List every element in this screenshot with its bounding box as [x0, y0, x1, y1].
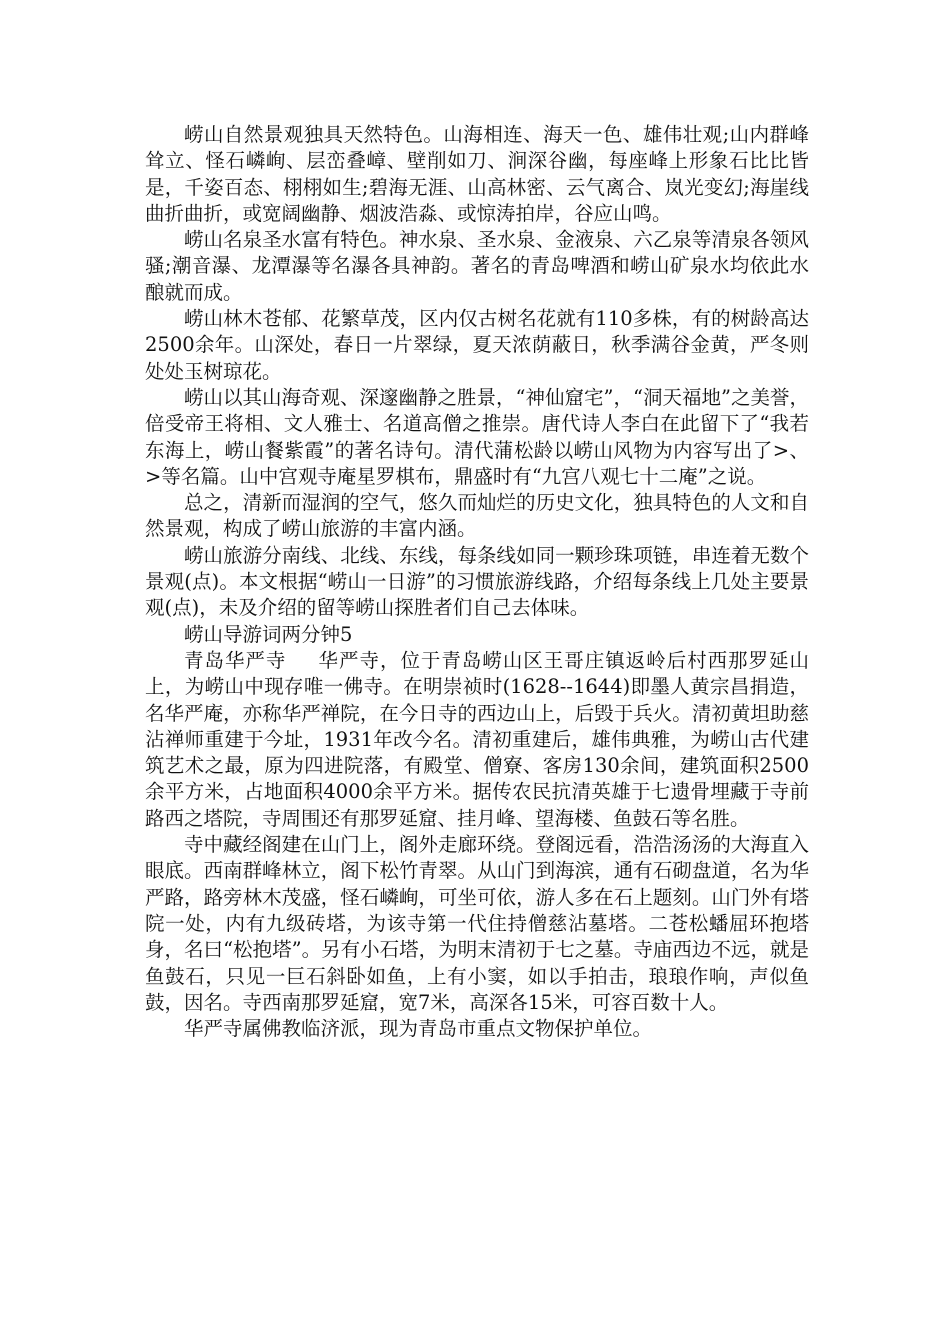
- temple-label: 青岛华严寺: [184, 648, 287, 672]
- paragraph-routes: 崂山旅游分南线、北线、东线，每条线如同一颗珍珠项链，串连着无数个景观(点)。本文根据“崂山一日游”的习惯旅游线路，介绍每条线上几处主要景观(点)，未及介绍的留等崂山探胜者们自己去体味。: [145, 543, 809, 620]
- paragraph-springs: 崂山名泉圣水富有特色。神水泉、圣水泉、金液泉、六乙泉等清泉各领风骚;潮音瀑、龙潭瀑等名瀑各具神韵。著名的青岛啤酒和崂山矿泉水均依此水酿就而成。: [145, 228, 809, 304]
- paragraph-culture: 崂山以其山海奇观、深邃幽静之胜景，“神仙窟宅”，“洞天福地”之美誉，倍受帝王将相、文人雅士、名道高僧之推崇。唐代诗人李白在此留下了“我若东海上，崂山餐紫霞”的著名诗句。清代蒲松龄以崂山风物为内容写出了>、>等名篇。山中宫观寺庵星罗棋布，鼎盛时有“九宫八观七十二庵”之说。: [145, 385, 809, 488]
- document-page: [145, 122, 809, 1042]
- section-title: 崂山导游词两分钟5: [184, 622, 353, 646]
- paragraph-huayan-intro: [145, 648, 809, 832]
- paragraph-summary: 总之，清新而湿润的空气，悠久而灿烂的历史文化，独具特色的人文和自然景观，构成了崂山旅游的丰富内涵。: [145, 491, 809, 541]
- paragraph-forests: 崂山林木苍郁、花繁草茂，区内仅古树名花就有110多株，有的树龄高达2500余年。山深处，春日一片翠绿，夏天浓荫蔽日，秋季满谷金黄，严冬则处处玉树琼花。: [145, 307, 809, 383]
- paragraph-huayan-status: 华严寺属佛教临济派，现为青岛市重点文物保护单位。: [184, 1017, 653, 1041]
- paragraph-huayan-details: 寺中藏经阁建在山门上，阁外走廊环绕。登阁远看，浩浩汤汤的大海直入眼底。西南群峰林立，阁下松竹青翠。从山门到海滨，通有石砌盘道，名为华严路，路旁林木茂盛，怪石嶙峋，可坐可依，游人多在石上题刻。山门外有塔院一处，内有九级砖塔，为该寺第一代住持僧慈沾墓塔。二苍松蟠屈环抱塔身，名曰“松抱塔”。另有小石塔，为明末清初于七之墓。寺庙西边不远，就是鱼鼓石，只见一巨石斜卧如鱼，上有小窦，如以手拍击，琅琅作响，声似鱼鼓，因名。寺西南那罗延窟，宽7米，高深各15米，可容百数十人。: [145, 833, 809, 1014]
- paragraph-natural-scenery: 崂山自然景观独具天然特色。山海相连、海天一色、雄伟壮观;山内群峰耸立、怪石嶙峋、层峦叠嶂、壁削如刀、涧深谷幽，每座峰上形象石比比皆是，千姿百态、栩栩如生;碧海无涯、山高林密、云气离合、岚光变幻;海崖线曲折曲折，或宽阔幽静、烟波浩淼、或惊涛拍岸，谷应山鸣。: [145, 123, 809, 225]
- temple-intro-text: 华严寺，位于青岛崂山区王哥庄镇返岭后村西那罗延山上，为崂山中现存唯一佛寺。在明崇祯时(1628--1644)即墨人黄宗昌捐造，名华严庵，亦称华严禅院，在今日寺的西边山上，后毁于兵火。清初黄坦助慈沾禅师重建于今址，1931年改今名。清初重建后，雄伟典雅，为崂山古代建筑艺术之最，原为四进院落，有殿堂、僧寮、客房130余间，建筑面积2500余平方米，占地面积4000余平方米。据传农民抗清英雄于七遗骨埋藏于寺前路西之塔院，寺周围还有那罗延窟、挂月峰、望海楼、鱼鼓石等名胜。: [145, 648, 809, 830]
